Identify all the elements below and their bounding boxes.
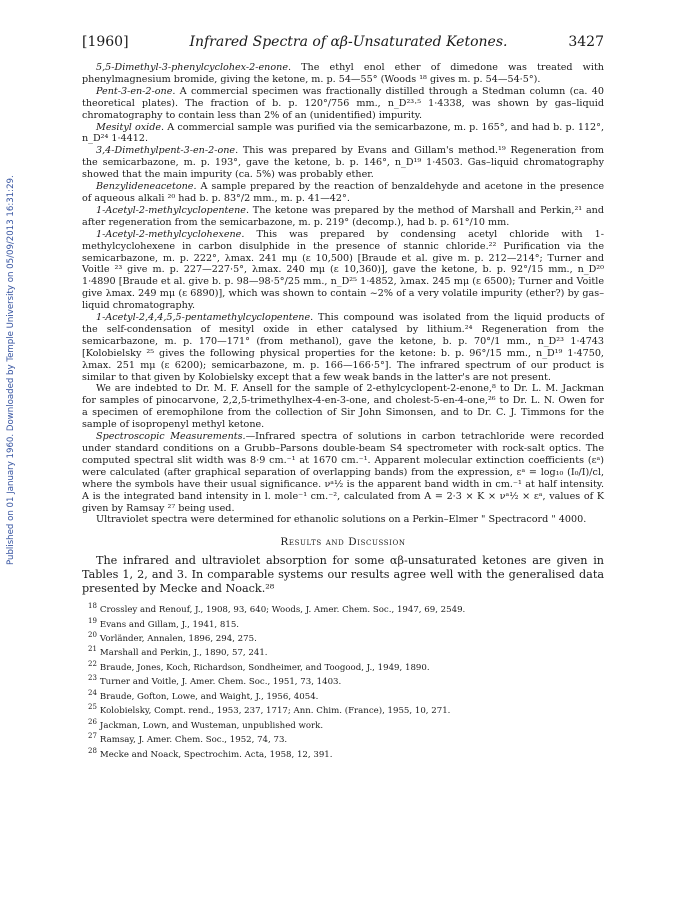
reference-item: $^{22}$ Braude, Jones, Koch, Richardson, Sondheimer, and Toogood, J., 1949, 1890. [88, 659, 430, 673]
footnote-references [82, 601, 604, 760]
reference-item: $^{24}$ Braude, Gofton, Lowe, and Waight, J., 1956, 4054. [88, 688, 319, 702]
reference-item: $^{21}$ Marshall and Perkin, J., 1890, 57, 241. [88, 645, 268, 659]
running-header [82, 34, 604, 50]
page-body [82, 34, 604, 760]
download-notice: Published on 01 January 1960. Downloaded by Temple University on 05/09/2013 16:31:29. [6, 175, 16, 565]
header-title: Infrared Spectra of αβ-Unsaturated Ketones. [189, 34, 508, 50]
reference-item: $^{27}$ Ramsay, J. Amer. Chem. Soc., 1952, 74, 73. [88, 732, 288, 746]
reference-item: $^{26}$ Jackman, Lown, and Wusteman, unpublished work. [88, 717, 324, 731]
reference-item: $^{25}$ Kolobielsky, Compt. rend., 1953, 237, 1717; Ann. Chim. (France), 1955, 10, 271. [88, 703, 451, 717]
paragraph: 1-Acetyl-2-methylcyclohexene. This was prepared by condensing acetyl chloride with 1-methylcyclohexene in carbon disulphide in the presence of stannic chloride.²² Purification via the semicarbazone, m. p. 222°, λmax. 241 mμ (ε 10,500) [Braude et al. give m. p. 212—214°; Turner and Voitle ²³ give m. p. 227—227·5°, λmax. 240 mμ (ε 10,360)], gave the ketone, b. p. 92°/15 mm., n_D²⁰ 1·4890 [Braude et al. give b. p. 98—98·5°/25 mm., n_D²⁵ 1·4852, λmax. 245 mμ (ε 6500); Turner and Voitle give λmax. 249 mμ (ε 6890)], which was shown to contain ~2% of a very volatile impurity (ether?) by gas–liquid chromatography. [82, 228, 604, 312]
experimental-section [82, 62, 604, 526]
paragraph: Benzylideneacetone. A sample prepared by the reaction of benzaldehyde and acetone in the presence of aqueous alkali ²⁰ had b. p. 83°/2 mm., m. p. 41—42°. [82, 181, 604, 204]
paragraph: 3,4-Dimethylpent-3-en-2-one. This was prepared by Evans and Gillam's method.¹⁹ Regeneration from the semicarbazone, m. p. 193°, gave the ketone, b. p. 146°, n_D¹⁹ 1·4503. Gas–liquid chromatography showed that the main impurity (ca. 5%) was probably ether. [82, 145, 604, 181]
paragraph: Pent-3-en-2-one. A commercial specimen was fractionally distilled through a Stedman column (ca. 40 theoretical plates). The fraction of b. p. 120°/756 mm., n_D²³·⁵ 1·4338, was shown by gas–liquid chromatography to contain less than 2% of an (unidentified) impurity. [82, 85, 604, 121]
paragraph: Spectroscopic Measurements.—Infrared spectra of solutions in carbon tetrachloride were recorded under standard conditions on a Grubb–Parsons double-beam S4 spectrometer with rock-salt optics. The computed spectral slit width was 8·9 cm.⁻¹ at 1670 cm.⁻¹. Apparent molecular extinction coefficients (εᵃ) were calculated (after graphical separation of overlapping bands) from the expression, εᵃ = log₁₀ (I₀/I)/cl, where the symbols have their usual significance. νᵃ½ is the apparent band width in cm.⁻¹ at half intensity. A is the integrated band intensity in l. mole⁻¹ cm.⁻², calculated from A = 2·3 × K × νᵃ½ × εᵃ, values of K given by Ramsay ²⁷ being used. [82, 431, 604, 514]
header-year: [1960] [82, 34, 129, 50]
paragraph: Ultraviolet spectra were determined for ethanolic solutions on a Perkin–Elmer " Spectracord " 4000. [96, 514, 587, 526]
reference-item: $^{20}$ Vorländer, Annalen, 1896, 294, 275. [88, 631, 257, 644]
discussion-paragraph: The infrared and ultraviolet absorption for some αβ-unsaturated ketones are given in Tables 1, 2, and 3. In comparable systems our results agree well with the generalised data presented by Mecke and Noack.²⁸ [82, 554, 604, 595]
reference-item: $^{18}$ Crossley and Renouf, J., 1908, 93, 640; Woods, J. Amer. Chem. Soc., 1947, 69, 2549. [88, 602, 466, 615]
paragraph: 1-Acetyl-2-methylcyclopentene. The ketone was prepared by the method of Marshall and Perkin,²¹ and after regeneration from the semicarbazone, m. p. 219° (decomp.), had b. p. 61°/10 mm. [82, 204, 604, 228]
reference-item: $^{28}$ Mecke and Noack, Spectrochim. Acta, 1958, 12, 391. [88, 746, 333, 760]
section-heading: Results and Discussion [280, 536, 406, 549]
paragraph: Mesityl oxide. A commercial sample was purified via the semicarbazone, m. p. 165°, and had b. p. 112°, n_D²⁴ 1·4412. [82, 121, 604, 145]
acknowledgements: We are indebted to Dr. M. F. Ansell for the sample of 2-ethylcyclopent-2-enone,⁸ to Dr. L. M. Jackman for samples of pinocarvone, 2,2,5-trimethylhex-4-en-3-one, and cholest-5-en-4-one,²⁶ to Dr. L. N. Owen for a specimen of eremophilone from the collection of Sir John Simonsen, and to Dr. C. J. Timmons for the sample of isopropenyl methyl ketone. [82, 383, 604, 431]
paragraph: 5,5-Dimethyl-3-phenylcyclohex-2-enone. The ethyl enol ether of dimedone was treated with phenylmagnesium bromide, giving the ketone, m. p. 54—55° (Woods ¹⁸ gives m. p. 54—54·5°). [82, 62, 604, 85]
header-page-number: 3427 [568, 34, 604, 50]
reference-item: $^{19}$ Evans and Gillam, J., 1941, 815. [88, 616, 240, 630]
reference-item: $^{23}$ Turner and Voitle, J. Amer. Chem. Soc., 1951, 73, 1403. [88, 674, 342, 688]
paragraph: 1-Acetyl-2,4,4,5,5-pentamethylcyclopentene. This compound was isolated from the liquid products of the self-condensation of mesityl oxide in ether catalysed by lithium.²⁴ Regeneration from the semicarbazone, m. p. 170—171° (from methanol), gave the ketone, b. p. 70°/1 mm., n_D²³ 1·4743 [Kolobielsky ²⁵ gives the following physical properties for the ketone: b. p. 96°/15 mm., n_D¹⁹ 1·4750, λmax. 251 mμ (ε 6200); semicarbazone, m. p. 166—166·5°]. The infrared spectrum of our product is similar to that given by Kolobielsky except that a few weak bands in the latter's are not present. [82, 312, 604, 383]
